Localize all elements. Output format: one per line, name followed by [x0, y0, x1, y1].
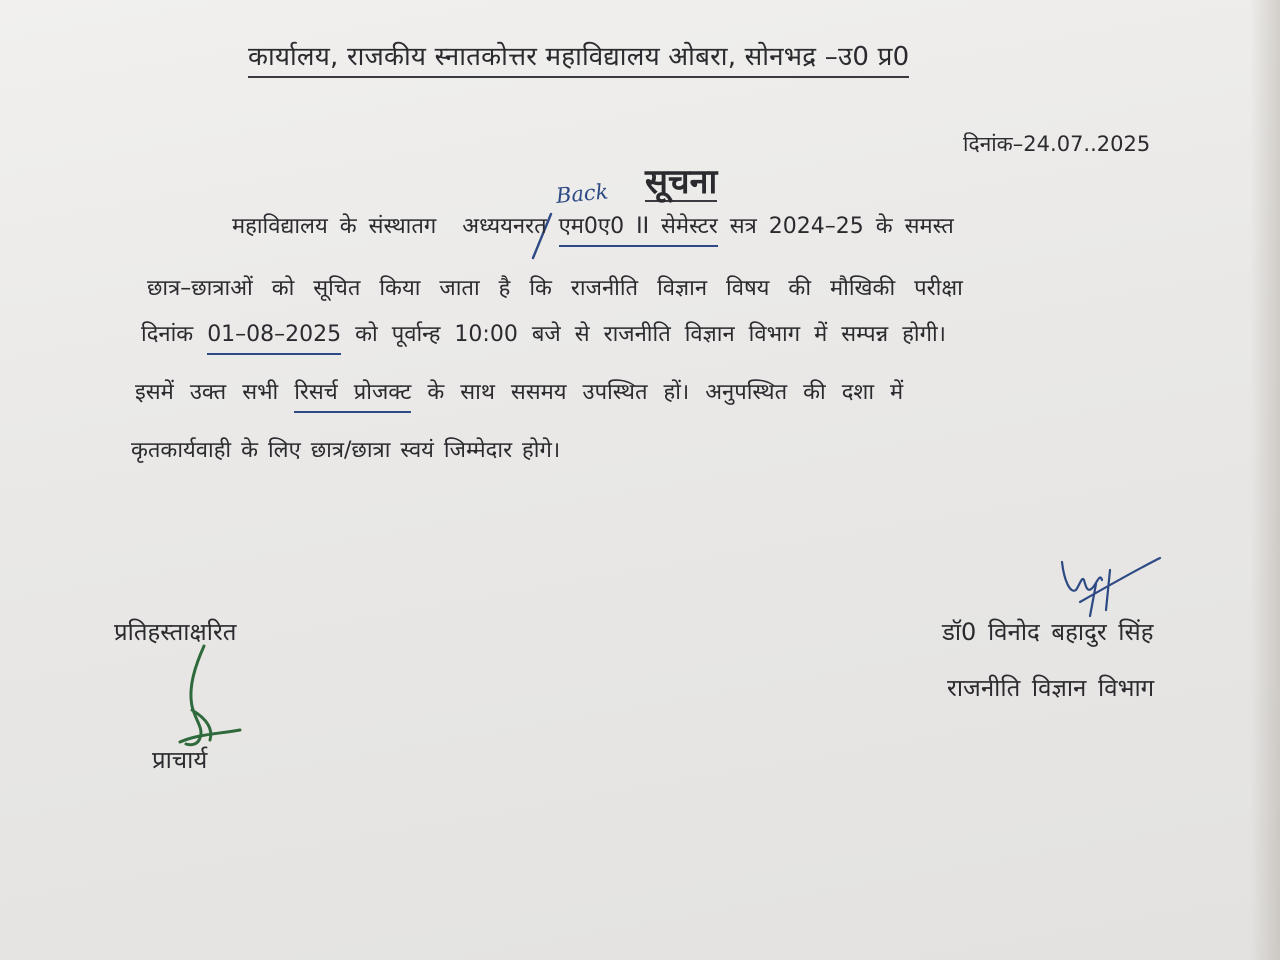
- signatory-name: डॉ0 विनोद बहादुर सिंह: [942, 618, 1154, 646]
- body-line-3-c: को पूर्वान्ह 10:00 बजे से राजनीति विज्ञान विभाग में सम्पन्न होगी।: [341, 322, 947, 347]
- body-line-3-a: दिनांक: [141, 322, 208, 347]
- body-line-1-d: सत्र 2024–25 के समस्त: [717, 214, 954, 239]
- underlined-course: एम0ए0 II सेमेस्टर: [559, 214, 718, 247]
- body-line-3: [141, 324, 946, 346]
- body-line-1-a: महाविद्यालय के संस्थातग: [232, 214, 437, 239]
- notice-date: दिनांक–24.07..2025: [963, 132, 1151, 156]
- body-line-1-b: अध्ययनरत: [462, 214, 559, 239]
- signatory-signature: [1050, 550, 1170, 620]
- office-header: कार्यालय, राजकीय स्नातकोत्तर महाविद्यालय ओबरा, सोनभद्र –उ0 प्र0: [248, 44, 909, 78]
- principal-signature: [170, 640, 250, 750]
- body-line-1: [232, 216, 954, 238]
- handwritten-note: Back: [554, 179, 610, 208]
- body-line-2: छात्र–छात्राओं को सूचित किया जाता है कि राजनीति विज्ञान विषय की मौखिकी परीक्षा: [147, 276, 963, 301]
- body-line-4: [135, 382, 903, 404]
- notice-title: सूचना: [645, 162, 718, 202]
- principal-designation: प्राचार्य: [152, 746, 208, 774]
- underlined-exam-date: 01–08–2025: [207, 322, 341, 355]
- body-line-5: कृतकार्यवाही के लिए छात्र/छात्रा स्वयं जिम्मेदार होगे।: [131, 438, 561, 463]
- body-line-4-a: इसमें उक्त सभी: [135, 380, 295, 405]
- body-line-4-c: के साथ ससमय उपस्थित हों। अनुपस्थित की दशा में: [411, 380, 904, 405]
- department-name: राजनीति विज्ञान विभाग: [947, 674, 1155, 702]
- underlined-research-project: रिसर्च प्रोजक्ट: [294, 380, 411, 413]
- countersigned-label: प्रतिहस्ताक्षरित: [114, 618, 237, 646]
